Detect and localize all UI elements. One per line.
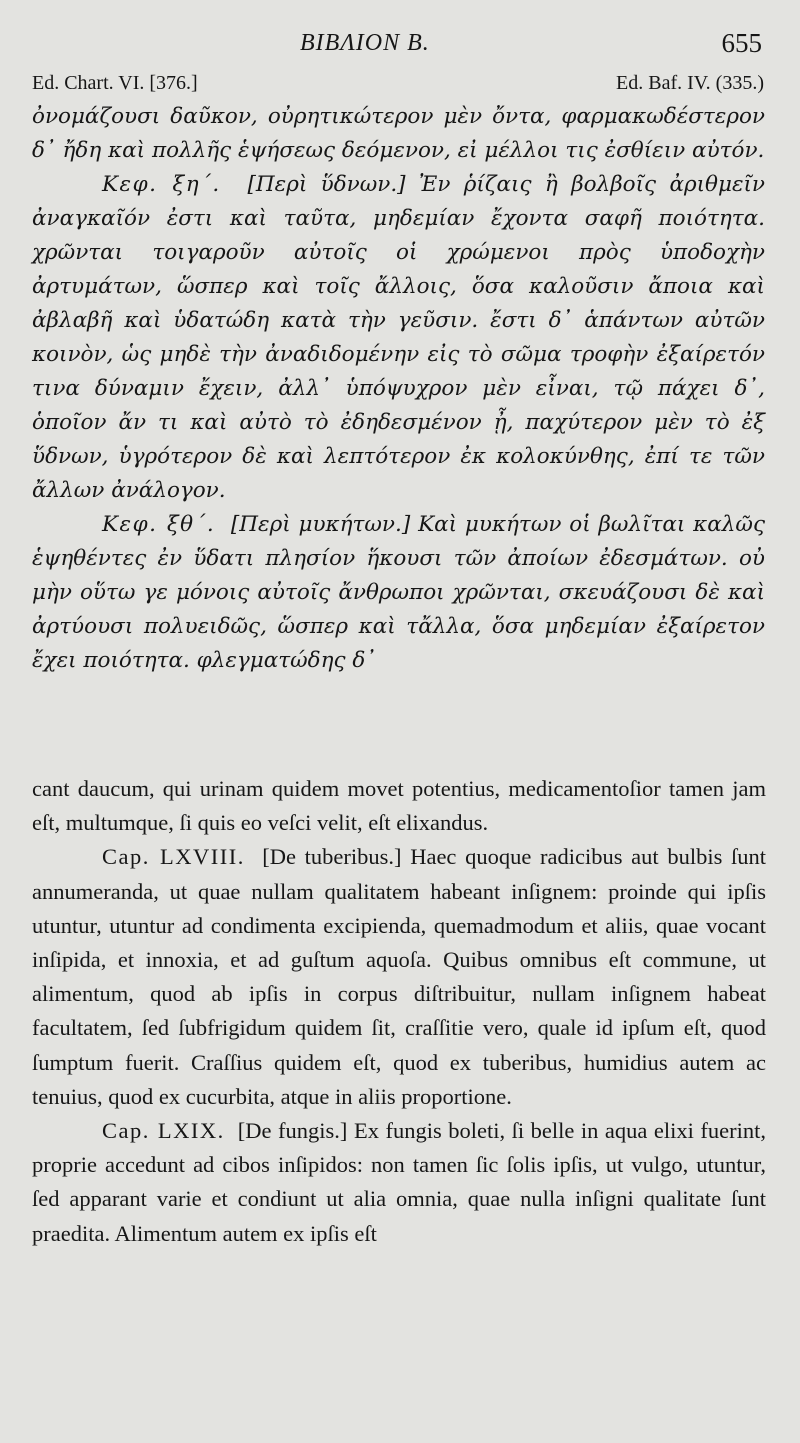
latin-text-block (32, 772, 766, 1251)
latin-chapter-69-heading: Cap. LXIX. (102, 1118, 225, 1144)
latin-chapter-68-body: Haec quoque radicibus aut bulbis ſunt annumeranda, ut quae nullam qualitatem habeant inſignem: proinde qui ipſis utuntur, utuntur ad condimenta excipienda, quemadmodum et aliis, quae vocant inſipida, et innoxia, et ad guſtum aquoſa. Quibus omnibus eſt commune, ut alimentum, quod ab ipſis in corpus diſtribuitur, nullam inſignem habeat facultatem, ſed ſubfrigidum quidem ſit, craſſitie vero, quale id ipſum eſt, quod ſumptum fuerit. Craſſius quidem eſt, quod ex tuberibus, humidius autem ac tenuius, quod ex cucurbita, atque in aliis proportione. (32, 844, 767, 1109)
greek-chapter-68 (32, 168, 765, 508)
latin-chapter-68-title: [De tuberibus.] (262, 844, 402, 870)
greek-chapter-68-body: Ἐν ῥίζαις ἢ βολβοῖς ἀριθμεῖν ἀναγκαῖόν ἐστι καὶ ταῦτα, μηδεμίαν ἔχοντα σαφῆ ποιότητα. χρῶνται τοιγαροῦν αὐτοῖς οἱ χρώμενοι πρὸς ὑποδοχὴν ἀρτυμάτων, ὥσπερ καὶ τοῖς ἄλλοις, ὅσα καλοῦσιν ἄποια καὶ ἀβλαβῆ καὶ ὑδατώδη κατὰ τὴν γεῦσιν. ἔστι δ᾽ ἁπάντων αὐτῶν κοινὸν, ὡς μηδὲ τὴν ἀναδιδομένην εἰς τὸ σῶμα τροφὴν ἐξαίρετόν τινα δύναμιν ἔχειν, ἀλλ᾽ ὑπόψυχρον μὲν εἶναι, τῷ πάχει δ᾽, ὁποῖον ἄν τι καὶ αὐτὸ τὸ ἐδηδεσμένον ᾖ, παχύτερον μὲν τὸ ἐξ ὕδνων, ὑγρότερον δὲ καὶ λεπτότερον ἐκ κολοκύνθης, ἐπί τε τῶν ἄλλων ἀνάλογον. (32, 172, 765, 503)
greek-chapter-69 (32, 508, 765, 678)
latin-chapter-69-title: [De fungis.] (237, 1118, 348, 1144)
running-header (0, 28, 800, 64)
running-title: BIBΛΙΟΝ B. (300, 30, 430, 56)
greek-chapter-69-heading: Κεφ. ξθ´. (102, 512, 216, 537)
greek-text-block (32, 100, 765, 678)
latin-chapter-68 (32, 840, 766, 1114)
greek-chapter-68-title: [Περὶ ὕδνων.] (247, 172, 406, 197)
greek-chapter-69-body: Καὶ μυκήτων οἱ βωλῖται καλῶς ἑψηθέντες ἐν ὕδατι πλησίον ἥκουσι τῶν ἀποίων ἐδεσμάτων. οὐ μὴν οὕτω γε μόνοις αὐτοῖς ἄνθρωποι χρῶνται, σκευάζουσι δὲ καὶ ἀρτύουσι πολυειδῶς, ὥσπερ καὶ τἄλλα, ὅσα μηδεμίαν ἐξαίρετον ἔχει ποιότητα. φλεγματώδης δ᾽ (32, 512, 765, 673)
greek-chapter-69-title: [Περὶ μυκήτων.] (230, 512, 411, 537)
basel-edition-ref: Ed. Baf. IV. (335.) (616, 72, 764, 94)
page-number: 655 (721, 28, 762, 58)
greek-paragraph-continuation: ὀνομάζουσι δαῦκον, οὐρητικώτερον μὲν ὄντα, φαρμακωδέστερον δ᾽ ἤδη καὶ πολλῆς ἑψήσεως δεόμενον, εἰ μέλλοι τις ἐσθίειν αὐτόν. (32, 104, 765, 163)
latin-chapter-68-heading: Cap. LXVIII. (102, 844, 245, 870)
edition-references (32, 72, 764, 102)
greek-chapter-68-heading: Κεφ. ξη´. (102, 172, 221, 197)
latin-chapter-69-body: Ex fungis boleti, ſi belle in aqua elixi fuerint, proprie accedunt ad cibos inſipidos: non tamen ſic ſolis ipſis, ut vulgo, utuntur, ſed apparant varie et condiunt ut alia omnia, quae nulla inſigni qualitate ſunt praedita. Alimentum autem ex ipſis eſt (32, 1118, 767, 1246)
chartier-edition-ref: Ed. Chart. VI. [376.] (32, 72, 198, 94)
latin-paragraph-continuation: cant daucum, qui urinam quidem movet potentius, medicamentoſior tamen jam eſt, multumque, ſi quis eo veſci velit, eſt elixandus. (32, 776, 766, 836)
latin-chapter-69 (32, 1114, 766, 1251)
